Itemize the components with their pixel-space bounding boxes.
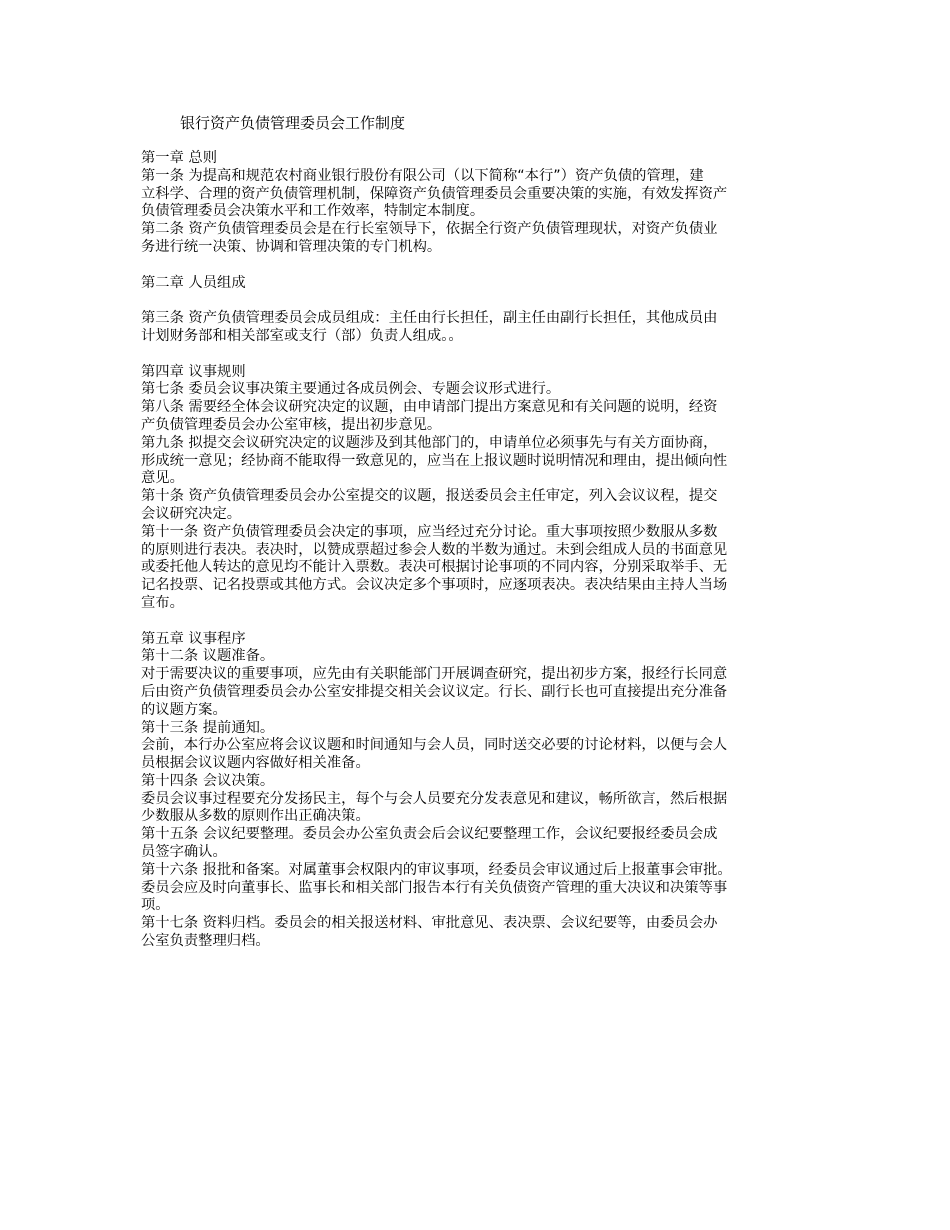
text-line: 立科学、合理的资产负债管理机制，保障资产负债管理委员会重要决策的实施，有效发挥资产	[141, 185, 728, 202]
text-line: 第十六条 报批和备案。对属董事会权限内的审议事项，经委员会审议通过后上报董事会审批。	[141, 861, 732, 878]
blank-line	[141, 613, 821, 631]
text-line: 务进行统一决策、协调和管理决策的专门机构。	[141, 238, 442, 255]
text-line: 第八条 需要经全体会议研究决定的议题，由申请部门提出方案意见和有关问题的说明，经资	[141, 399, 718, 416]
text-line: 委员会应及时向董事长、监事长和相关部门报告本行有关负债资产管理的重大决议和决策等事	[141, 879, 728, 896]
text-line: 后由资产负债管理委员会办公室安排提交相关会议议定。行长、副行长也可直接提出充分准备	[141, 683, 728, 700]
text-line: 员根据会议议题内容做好相关准备。	[141, 755, 370, 772]
text-line: 第十条 资产负债管理委员会办公室提交的议题，报送委员会主任审定，列入会议议程，提交	[141, 488, 718, 505]
blank-line	[141, 346, 821, 364]
text-line: 对于需要决议的重要事项，应先由有关职能部门开展调查研究，提出初步方案，报经行长同意	[141, 666, 728, 683]
text-line: 的原则进行表决。表决时，以赞成票超过参会人数的半数为通过。未到会组成人员的书面意见	[141, 541, 728, 558]
text-line: 第十二条 议题准备。	[141, 648, 275, 665]
text-line: 记名投票、记名投票或其他方式。会议决定多个事项时，应逐项表决。表决结果由主持人当场	[141, 577, 728, 594]
blank-line	[141, 292, 821, 310]
text-line: 会议研究决定。	[141, 505, 242, 522]
text-line: 第十三条 提前通知。	[141, 719, 275, 736]
text-line: 形成统一意见；经协商不能取得一致意见的，应当在上报议题时说明情况和理由，提出倾向性	[141, 452, 728, 469]
text-line: 计划财务部和相关部室或支行（部）负责人组成。。	[141, 327, 463, 344]
text-line: 第二章 人员组成	[141, 274, 246, 291]
text-line: 第一条 为提高和规范农村商业银行股份有限公司（以下简称“本行”）资产负债的管理，建	[141, 167, 704, 184]
text-line: 产负债管理委员会办公室审核，提出初步意见。	[141, 416, 442, 433]
text-line: 员签字确认。	[141, 844, 227, 861]
text-line: 第十五条 会议纪要整理。委员会办公室负责会后会议纪要整理工作，会议纪要报经委员会成	[141, 826, 718, 843]
text-line: 的议题方案。	[141, 701, 227, 718]
document-title: 银行资产负债管理委员会工作制度	[180, 114, 406, 132]
text-line: 会前，本行办公室应将会议议题和时间通知与会人员，同时送交必要的讨论材料，以便与会人	[141, 737, 728, 754]
text-line: 第十七条 资料归档。委员会的相关报送材料、审批意见、表决票、会议纪要等，由委员会办	[141, 915, 718, 932]
text-line: 意见。	[141, 470, 184, 487]
text-line: 第九条 拟提交会议研究决定的议题涉及到其他部门的，申请单位必须事先与有关方面协商，	[141, 434, 718, 451]
text-line: 第十四条 会议决策。	[141, 772, 275, 789]
text-line: 第四章 议事规则	[141, 363, 246, 380]
blank-line	[141, 257, 821, 275]
text-line: 第七条 委员会议事决策主要通过各成员例会、专题会议形式进行。	[141, 381, 561, 398]
text-line: 第一章 总则	[141, 150, 218, 166]
text-line: 第三条 资产负债管理委员会成员组成：主任由行长担任，副主任由副行长担任，其他成员由	[141, 310, 718, 327]
text-line: 第二条 资产负债管理委员会是在行长室领导下，依据全行资产负债管理现状，对资产负债业	[141, 221, 718, 238]
text-line: 第十一条 资产负债管理委员会决定的事项，应当经过充分讨论。重大事项按照少数服从多数	[141, 523, 718, 540]
text-line: 负债管理委员会决策水平和工作效率，特制定本制度。	[141, 203, 485, 220]
document-body	[141, 150, 821, 951]
text-line: 公室负责整理归档。	[141, 933, 270, 950]
text-line: 项。	[141, 897, 170, 914]
text-line: 委员会议事过程要充分发扬民主，每个与会人员要充分发表意见和建议，畅所欲言，然后根据	[141, 790, 728, 807]
text-line: 或委托他人转达的意见均不能计入票数。表决可根据讨论事项的不同内容，分别采取举手、无	[141, 559, 728, 576]
text-line: 第五章 议事程序	[141, 630, 246, 647]
text-line: 少数服从多数的原则作出正确决策。	[141, 808, 370, 825]
text-line: 宣布。	[141, 594, 184, 611]
